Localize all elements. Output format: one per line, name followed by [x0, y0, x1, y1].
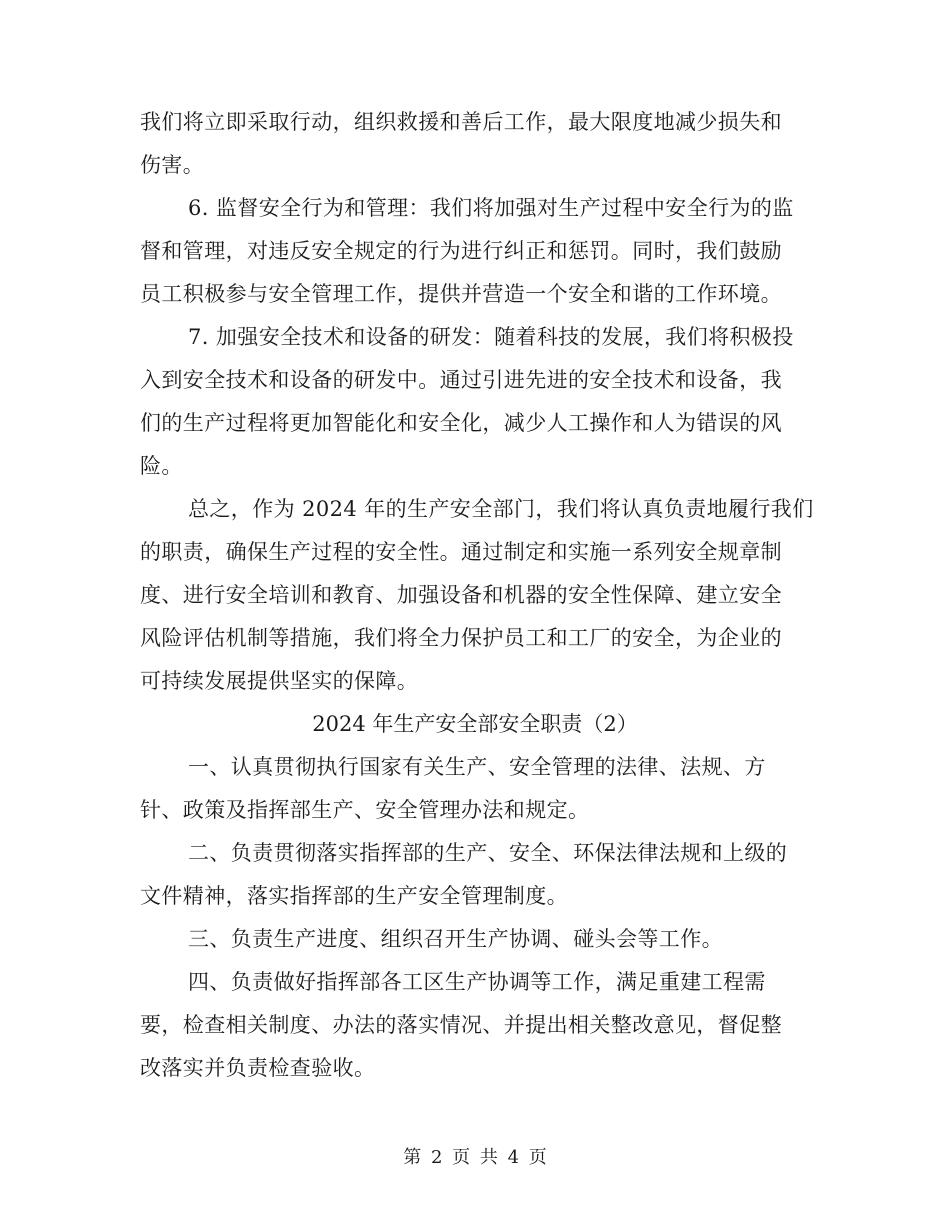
paragraph-line: 险。 [140, 454, 183, 478]
paragraph-line: 总之，作为 2024 年的生产安全部门，我们将认真负责地履行我们 [188, 497, 814, 521]
paragraph-line: 二、负责贯彻落实指挥部的生产、安全、环保法律法规和上级的 [188, 841, 788, 865]
paragraph-line: 改落实并负责检查验收。 [140, 1056, 376, 1080]
paragraph-line: 伤害。 [140, 153, 205, 177]
paragraph-line: 可持续发展提供坚实的保障。 [140, 669, 419, 693]
paragraph-line: 7. 加强安全技术和设备的研发：随着科技的发展，我们将积极投 [188, 325, 794, 349]
paragraph-line: 风险评估机制等措施，我们将全力保护员工和工厂的安全，为企业的 [140, 626, 782, 650]
paragraph-line: 督和管理，对违反安全规定的行为进行纠正和惩罚。同时，我们鼓励 [140, 239, 782, 263]
section-title: 2024 年生产安全部安全职责（2） [312, 712, 638, 736]
paragraph-line: 6. 监督安全行为和管理：我们将加强对生产过程中安全行为的监 [188, 196, 794, 220]
paragraph-line: 一、认真贯彻执行国家有关生产、安全管理的法律、法规、方 [188, 755, 766, 779]
paragraph-line: 的职责，确保生产过程的安全性。通过制定和实施一系列安全规章制 [140, 540, 782, 564]
paragraph-line: 们的生产过程将更加智能化和安全化，减少人工操作和人为错误的风 [140, 411, 782, 435]
paragraph-line: 要，检查相关制度、办法的落实情况、并提出相关整改意见，督促整 [140, 1013, 782, 1037]
paragraph-line: 针、政策及指挥部生产、安全管理办法和规定。 [140, 798, 590, 822]
paragraph-line: 文件精神，落实指挥部的生产安全管理制度。 [140, 884, 568, 908]
paragraph-line: 度、进行安全培训和教育、加强设备和机器的安全性保障、建立安全 [140, 583, 782, 607]
paragraph-line: 入到安全技术和设备的研发中。通过引进先进的安全技术和设备，我 [140, 368, 782, 392]
paragraph-line: 四、负责做好指挥部各工区生产协调等工作，满足重建工程需 [188, 970, 766, 994]
page-number-footer: 第 2 页 共 4 页 [403, 1147, 547, 1168]
paragraph-line: 我们将立即采取行动，组织救援和善后工作，最大限度地减少损失和 [140, 110, 782, 134]
paragraph-line: 三、负责生产进度、组织召开生产协调、碰头会等工作。 [188, 927, 723, 951]
paragraph-line: 员工积极参与安全管理工作，提供并营造一个安全和谐的工作环境。 [140, 282, 782, 306]
